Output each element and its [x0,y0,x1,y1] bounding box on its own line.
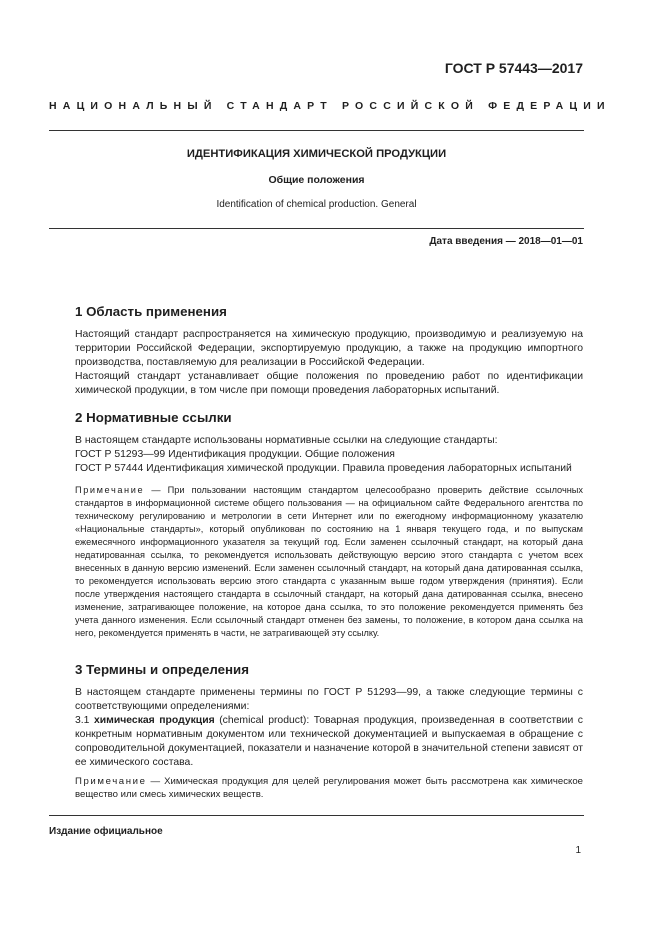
section-2-paragraph: В настоящем стандарте использованы нормативные ссылки на следующие стандарты: [75,435,498,446]
section-3 [75,662,583,801]
reference-2 [48,462,583,476]
section-3-paragraph [48,686,583,714]
term-definition [48,714,583,770]
section-1-paragraph-1 [48,328,583,370]
term-english: (chemical product) [214,714,307,726]
top-divider [49,130,584,131]
section-1-paragraph-2 [48,370,583,398]
section-1-heading: 1 Область применения [75,304,227,319]
section-3-paragraph-text: В настоящем стандарте применены термины по ГОСТ Р 51293—99, а также следующие термины с соответствующими определениями: [75,687,583,712]
term-definition-text: : Товарная продукция, произведенная в соответствии с конкретным нормативным документом или технической документацией и выпускаемая в обращение с сопроводительной документацией, показатели и назначение которой в значительной степени зависят от ее химического состава. [75,714,584,768]
term-name: химическая продукция [94,714,215,726]
document-title: ИДЕНТИФИКАЦИЯ ХИМИЧЕСКОЙ ПРОДУКЦИИ [186,148,447,160]
section-1-paragraph-1-text: Настоящий стандарт распространяется на химическую продукцию, производимую и реализуемую на территории Российской Федерации, экспортируемую продукцию, а также на продукцию импортного производства, поставляемую для реализации в Российской Федерации. [75,329,583,368]
national-standard-banner: НАЦИОНАЛЬНЫЙ СТАНДАРТ РОССИЙСКОЙ ФЕДЕРАЦИИ [49,100,611,112]
section-2-note-text: — При пользовании настоящим стандартом целесообразно проверить действие ссылочных стандартов в информационной системе общего пользования — на официальном сайте Федерального агентства по техническому регулированию и метрологии в сети Интернет или по ежегодному информационному указателю «Национальные стандарты», который опубликован по состоянию на 1 января текущего года, и по выпускам ежемесячного информационного указателя за текущий год. Если заменен ссылочный стандарт, на который дана недатированная ссылка, то рекомендуется использовать действующую версию этого стандарта с учетом всех внесенных в данную версию изменений. Если заменен ссылочный стандарт, на который дана датированная ссылка, то рекомендуется использовать версию этого стандарта с указанным выше годом утверждения (принятия). Если после утверждения настоящего стандарта в ссылочный стандарт, на который дана датированная ссылка, внесено изменение, затрагивающее положение, на которое дана ссылка, то это положение рекомендуется применять без учета данного изменения. Если ссылочный стандарт отменен без замены, то положение, в котором дана ссылка на него, рекомендуется применять в части, не затрагивающей эту ссылку. [75,484,583,638]
section-2-heading: 2 Нормативные ссылки [75,410,232,425]
page-number: 1 [575,845,581,856]
introduction-date: Дата введения — 2018—01—01 [429,236,583,247]
reference-2-text: ГОСТ Р 57444 Идентификация химической продукции. Правила проведения лабораторных испытаний [75,462,572,474]
section-2-note [48,484,583,640]
edition-label: Издание официальное [49,826,163,837]
footer-divider [49,815,584,816]
section-3-note-text: — Химическая продукция для целей регулирования может быть рассмотрена как химическое вещество или смесь химических веществ. [75,776,583,801]
title-divider [49,228,584,229]
document-number: ГОСТ Р 57443—2017 [444,60,583,76]
section-1-paragraph-2-text: Настоящий стандарт устанавливает общие положения по проведению работ по идентификации химической продукции, в том числе при помощи проведения лабораторных испытаний. [75,370,583,396]
section-1 [75,304,583,398]
section-2-note-label: Примечание [75,484,145,495]
section-2 [75,410,583,640]
reference-1: ГОСТ Р 51293—99 Идентификация продукции. Общие положения [75,448,395,460]
document-subtitle: Общие положения [268,174,365,186]
term-number: 3.1 [75,714,94,726]
section-3-note [48,775,583,801]
english-title: Identification of chemical production. General [216,199,417,210]
section-3-note-label: Примечание [75,776,147,788]
section-3-heading: 3 Термины и определения [75,662,249,677]
